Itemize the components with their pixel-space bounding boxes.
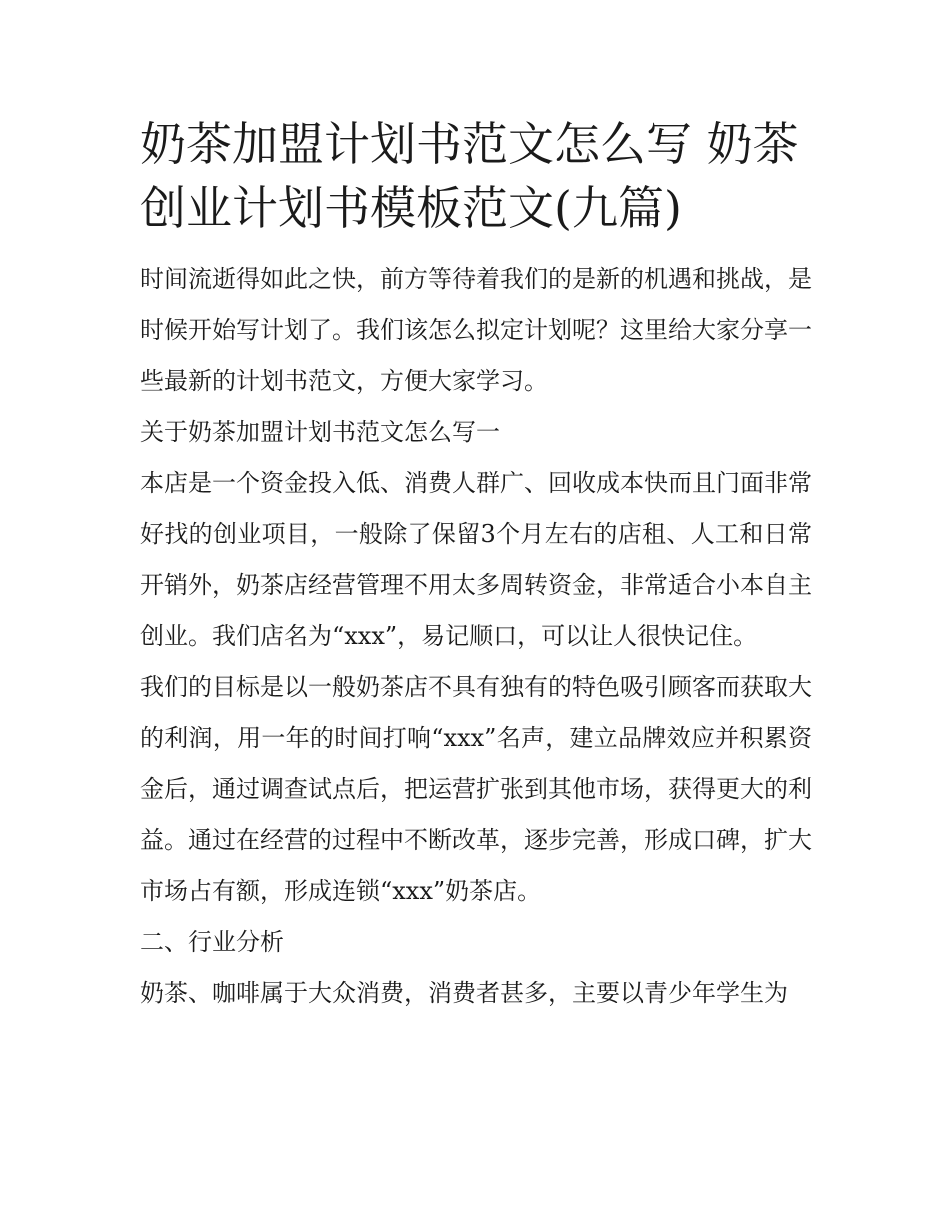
paragraph-goals: 我们的目标是以一般奶茶店不具有独有的特色吸引顾客而获取大的利润，用一年的时间打响“xxx”名声，建立品牌效应并积累资金后，通过调查试点后，把运营扩张到其他市场，获得更大的利益。通过在经营的过程中不断改革，逐步完善，形成口碑，扩大市场占有额，形成连锁“xxx”奶茶店。 xyxy=(140,673,812,905)
paragraph-industry: 奶茶、咖啡属于大众消费，消费者甚多，主要以青少年学生为 xyxy=(140,979,788,1007)
document-page xyxy=(140,112,812,1019)
document-title: 奶茶加盟计划书范文怎么写 奶茶创业计划书模板范文(九篇) xyxy=(140,117,799,235)
section-heading-industry-analysis: 二、行业分析 xyxy=(140,928,284,956)
section-heading-1: 关于奶茶加盟计划书范文怎么写一 xyxy=(140,418,500,446)
paragraph-intro: 时间流逝得如此之快，前方等待着我们的是新的机遇和挑战，是时候开始写计划了。我们该怎么拟定计划呢？这里给大家分享一些最新的计划书范文，方便大家学习。 xyxy=(140,265,812,395)
paragraph-store-intro: 本店是一个资金投入低、消费人群广、回收成本快而且门面非常好找的创业项目，一般除了保留3个月左右的店租、人工和日常开销外，奶茶店经营管理不用太多周转资金，非常适合小本自主创业。我们店名为“xxx”，易记顺口，可以让人很快记住。 xyxy=(140,469,812,650)
